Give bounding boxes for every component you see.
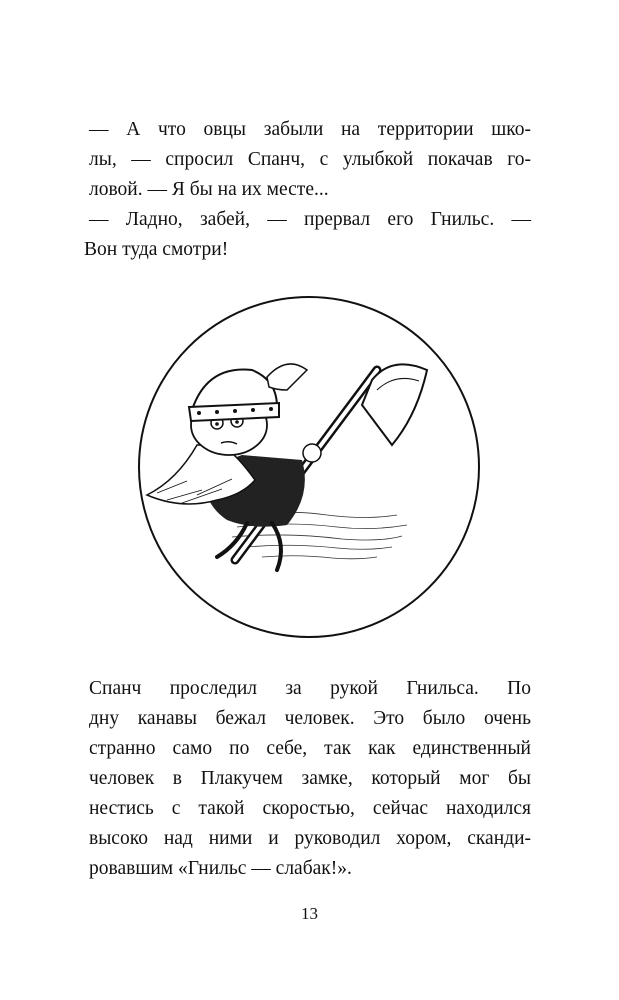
text-line: Вон туда смотри!: [84, 239, 229, 260]
text-line: Спанч проследил за рукой Гнильса. По: [89, 678, 531, 699]
text-line: странно само по себе, так как единственный: [89, 738, 531, 759]
text-line: лы, — спросил Спанч, с улыбкой покачав го-: [89, 149, 531, 170]
text-line: дну канавы бежал человек. Это было очень: [89, 708, 531, 729]
text-line: нестись с такой скоростью, сейчас находился: [89, 798, 531, 819]
page-number: 13: [301, 904, 318, 923]
text-line: — А что овцы забыли на территории шко-: [89, 119, 531, 140]
text-line: человек в Плакучем замке, который мог бы: [89, 768, 531, 789]
text-line: ровавшим «Гнильс — слабак!».: [89, 858, 352, 879]
text-line: — Ладно, забей, — прервал его Гнильс. —: [89, 209, 531, 230]
text-line: ловой. — Я бы на их месте...: [89, 179, 329, 200]
text-line: высоко над ними и руководил хором, сканди-: [89, 828, 531, 849]
viking-with-axe-illustration: [137, 295, 482, 640]
